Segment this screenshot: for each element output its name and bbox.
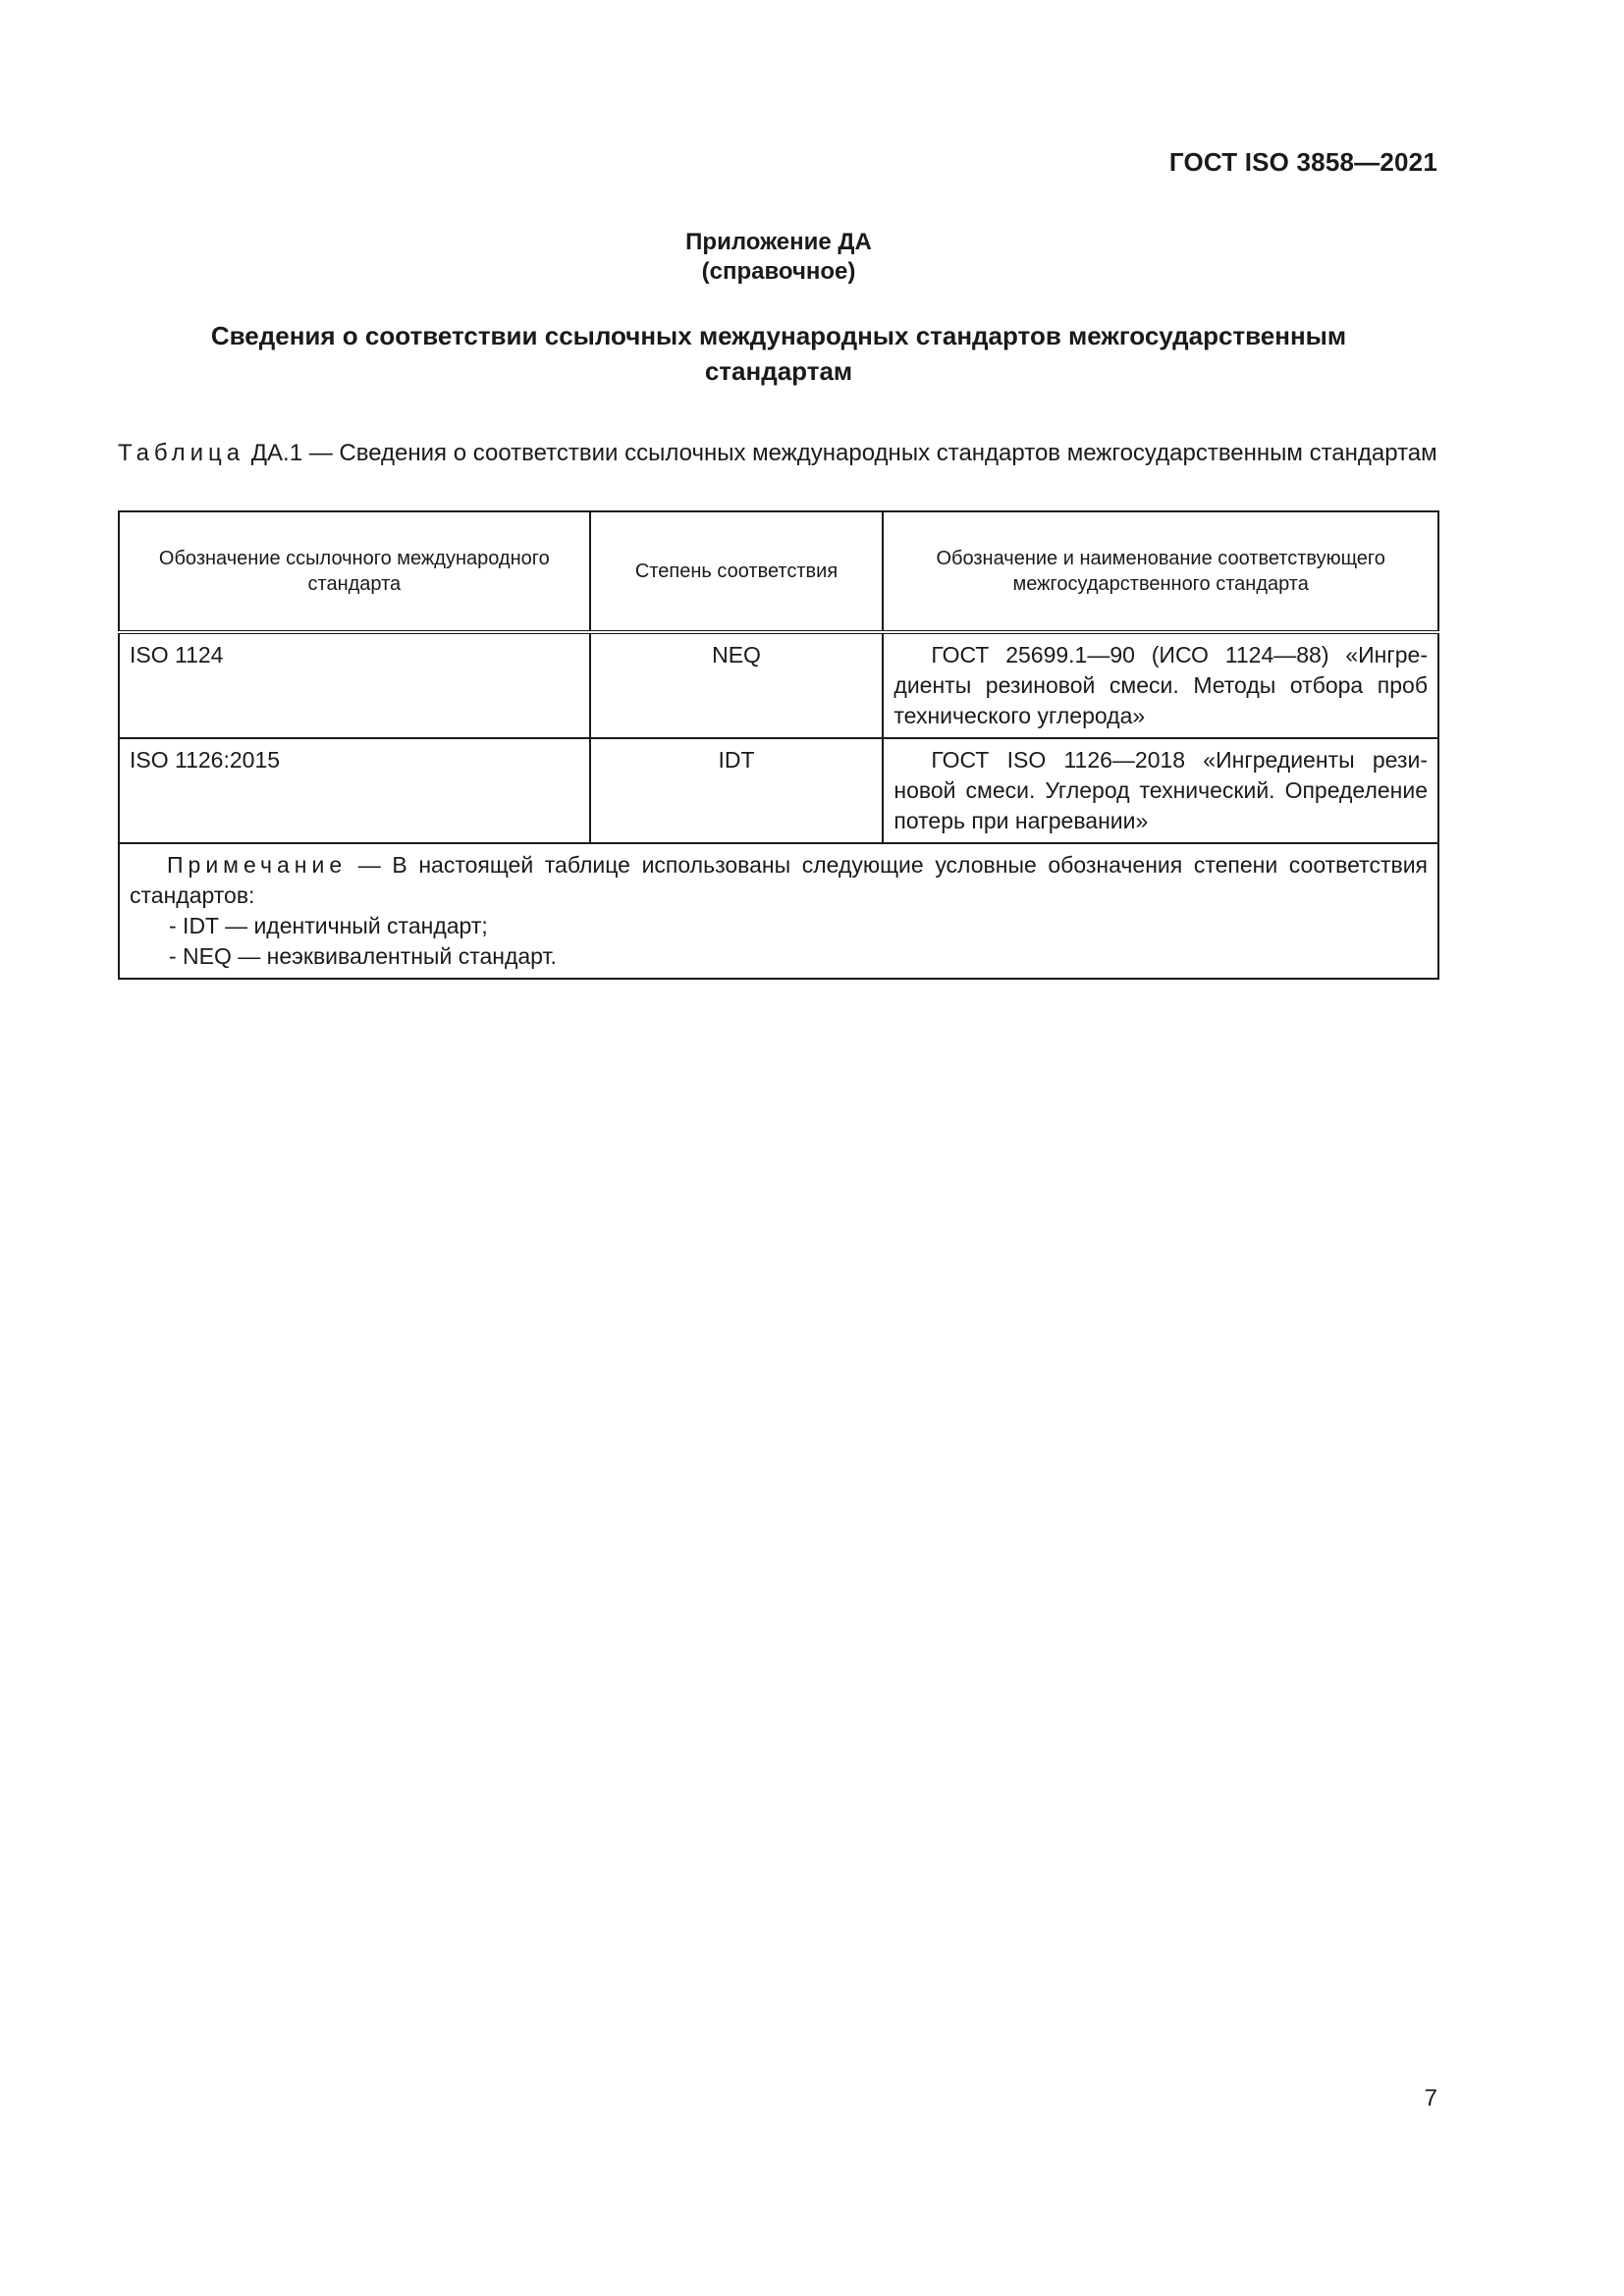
cell-standard: ISO 1126:2015 bbox=[119, 738, 590, 843]
note-paragraph bbox=[130, 850, 1428, 911]
annex-title: Приложение ДА bbox=[685, 229, 872, 255]
table-row bbox=[119, 632, 1438, 738]
table-header-row bbox=[119, 511, 1438, 632]
document-code: ГОСТ ISO 3858—2021 bbox=[1168, 147, 1437, 177]
reference-standards-table bbox=[118, 510, 1439, 980]
table-caption-number: ДА.1 bbox=[250, 440, 303, 466]
annex-heading bbox=[118, 228, 1439, 287]
table-note bbox=[119, 843, 1438, 979]
note-item-idt: - IDT — идентичный стандарт; bbox=[169, 913, 488, 938]
page-number: 7 bbox=[1424, 2085, 1437, 2111]
header-international-standard: Обозначение ссылочного международного стандарта bbox=[119, 511, 590, 632]
section-title bbox=[118, 318, 1439, 389]
header-interstate-standard: Обозначение и наименование соответствующего межгосударственного стандарта bbox=[883, 511, 1438, 632]
cell-standard: ISO 1124 bbox=[119, 632, 590, 738]
table-caption bbox=[118, 440, 1439, 467]
cell-degree: IDT bbox=[590, 738, 884, 843]
section-title-line2: стандартам bbox=[704, 356, 853, 386]
header-degree-of-conformity: Степень соответствия bbox=[590, 511, 884, 632]
table-caption-text: — Сведения о соответствии ссылочных международных стандартов межгосударственным стандартам bbox=[302, 440, 1437, 466]
annex-subtitle: (справочное) bbox=[701, 258, 856, 285]
cell-gost: ГОСТ ISO 1126—2018 «Ингредиенты резиновой смеси. Углерод технический. Определение потерь при нагревании» bbox=[883, 738, 1438, 843]
table-note-row bbox=[119, 843, 1438, 979]
cell-gost: ГОСТ 25699.1—90 (ИСО 1124—88) «Ингредиенты резиновой смеси. Методы отбора проб технического углерода» bbox=[883, 632, 1438, 738]
note-text: — В настоящей таблице использованы следующие условные обозначения степени соответствия стандартов: bbox=[130, 852, 1428, 908]
section-title-line1: Сведения о соответствии ссылочных международных стандартов межгосударственным bbox=[210, 321, 1347, 350]
cell-degree: NEQ bbox=[590, 632, 884, 738]
note-label: Примечание bbox=[167, 852, 348, 878]
table-row bbox=[119, 738, 1438, 843]
note-item-neq: - NEQ — неэквивалентный стандарт. bbox=[169, 943, 557, 969]
table-caption-label: Таблица bbox=[118, 440, 245, 466]
